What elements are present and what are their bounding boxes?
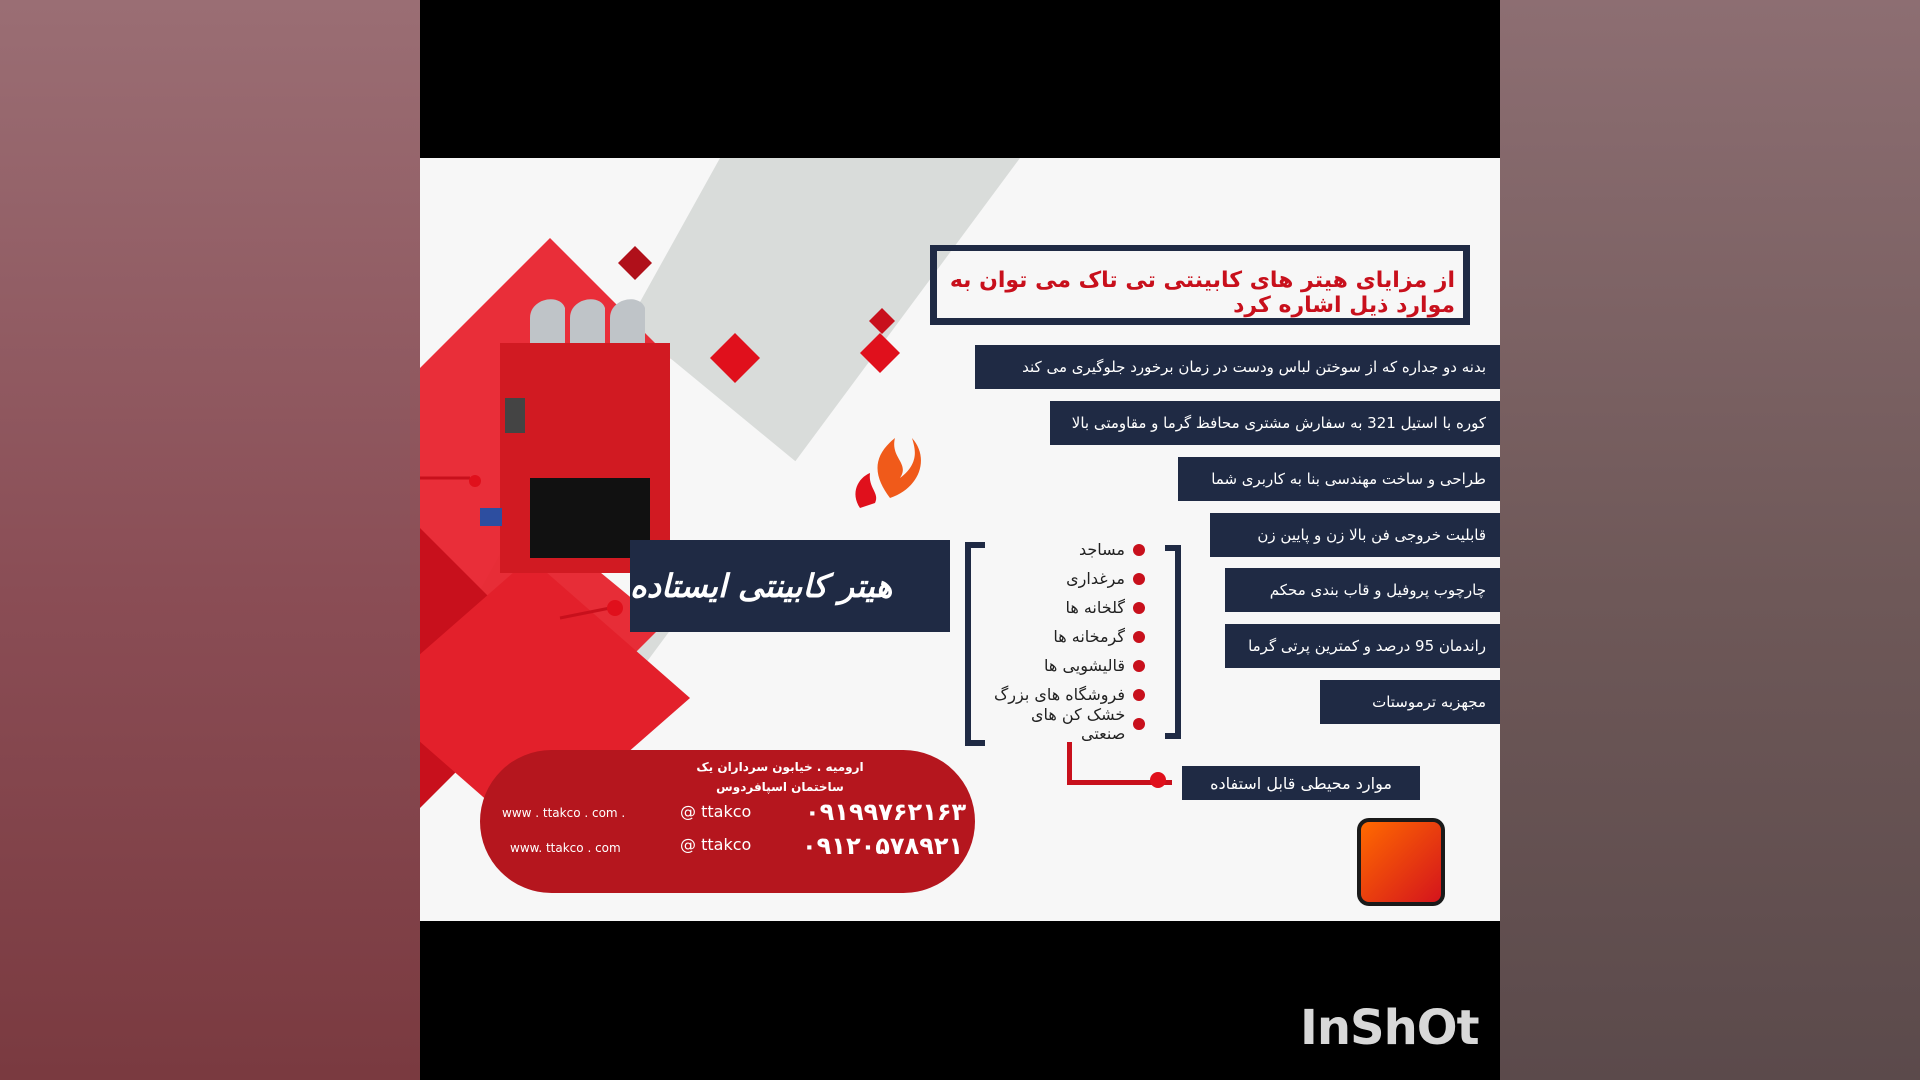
feature-item: کوره با استیل 321 به سفارش مشتری محافظ گرما و مقاومتی بالا (1050, 401, 1500, 445)
feature-item: بدنه دو جداره که از سوختن لباس ودست در زمان برخورد جلوگیری می کند (975, 345, 1500, 389)
bullet-icon (1133, 602, 1145, 614)
contact-panel (480, 750, 975, 893)
exhaust-pipe-1 (530, 299, 565, 343)
flame-small-icon (855, 473, 876, 508)
heater-burner (480, 508, 502, 526)
address-line-2: ساختمان اسپافردوس (716, 780, 844, 794)
feature-item: مجهزبه ترموستات (1320, 680, 1500, 724)
phone-number-2[interactable]: ۰۹۱۲۰۵۷۸۹۲۱ (802, 832, 964, 860)
feature-item: قابلیت خروجی فن بالا زن و پایین زن (1210, 513, 1500, 557)
exhaust-pipe-3 (610, 299, 645, 343)
left-blurred-backdrop (0, 0, 420, 1080)
connector-dot (1150, 772, 1166, 788)
feature-item: طراحی و ساخت مهندسی بنا به کاربری شما (1178, 457, 1500, 501)
instagram-handle-1[interactable]: @ ttakco (680, 802, 752, 821)
usable-label: موارد محیطی قابل استفاده (1182, 766, 1420, 800)
usage-places-list (985, 535, 1145, 743)
qr-code-pattern (1361, 822, 1441, 902)
bullet-icon (1133, 573, 1145, 585)
list-item: فروشگاه های بزرگ (985, 680, 1145, 709)
usage-bracket-right (1165, 545, 1181, 739)
list-item: مرغداری (985, 564, 1145, 593)
exhaust-pipe-2 (570, 299, 605, 343)
address-line-1: ارومیه . خیابون سرداران یک (696, 760, 864, 774)
list-item: گرمخانه ها (985, 622, 1145, 651)
bullet-icon (1133, 631, 1145, 643)
right-blurred-backdrop (1500, 0, 1920, 1080)
usage-bracket-left (965, 542, 985, 746)
phone-number-1[interactable]: ۰۹۱۹۹۷۶۲۱۶۳ (805, 798, 967, 826)
list-item: گلخانه ها (985, 593, 1145, 622)
bullet-icon (1133, 689, 1145, 701)
bullet-icon (1133, 660, 1145, 672)
flame-icon (878, 438, 921, 498)
heater-control-box (505, 398, 525, 433)
website-link-1[interactable]: www . ttakco . com . (502, 806, 626, 820)
list-item: مساجد (985, 535, 1145, 564)
product-banner: هیتر کابینتی ایستاده (630, 540, 950, 632)
qr-code-icon[interactable] (1357, 818, 1445, 906)
feature-item: چارچوب پروفیل و قاب بندی محکم (1225, 568, 1500, 612)
headline-text: از مزایای هیتر های کابینتی تی تاک می توان به موارد ذیل اشاره کرد (949, 268, 1455, 318)
website-link-2[interactable]: www. ttakco . com (510, 841, 621, 855)
list-item: خشک کن های صنعتی (985, 709, 1145, 738)
bullet-icon (1133, 718, 1145, 730)
red-square-1 (618, 246, 652, 280)
inshot-watermark: InShOt (1300, 1000, 1479, 1056)
feature-item: راندمان 95 درصد و کمترین پرتی گرما (1225, 624, 1500, 668)
list-item: قالیشویی ها (985, 651, 1145, 680)
instagram-handle-2[interactable]: @ ttakco (680, 835, 752, 854)
bullet-icon (1133, 544, 1145, 556)
